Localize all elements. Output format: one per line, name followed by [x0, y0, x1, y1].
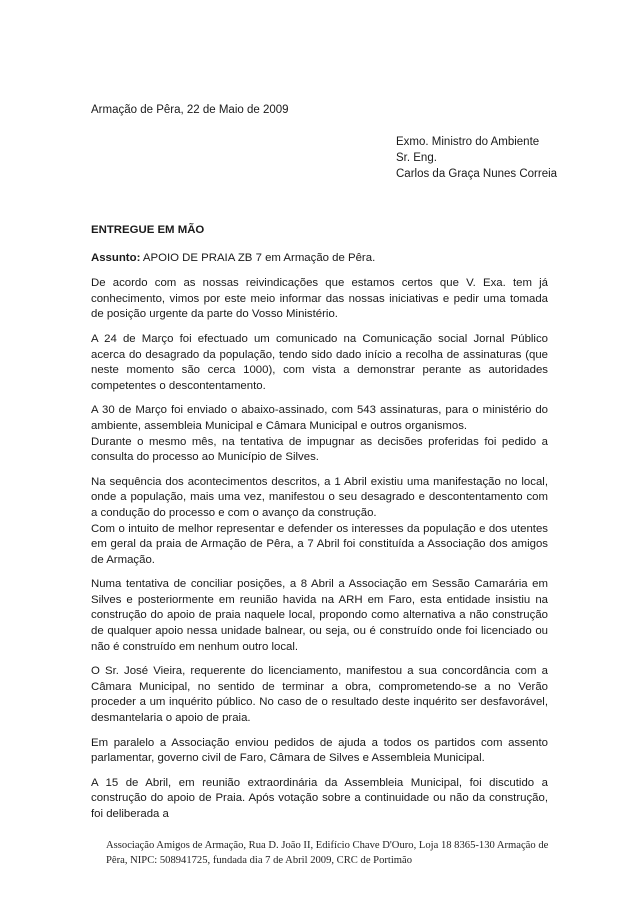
paragraph-text: Numa tentativa de conciliar posições, a 8 Abril a Associação em Sessão Camarária em Silves e posteriormente em reunião havida na ARH em Faro, esta entidade insistiu na construção do apoio de praia naquele local, propondo como alternativa a não construção de qualquer apoio nessa unidade balnear, ou seja, ou é construído onde foi licenciado ou não é construído em nenhum outro local.: [91, 578, 548, 653]
subject-line: [91, 251, 548, 267]
paragraph: [91, 276, 548, 323]
letter-heading: ENTREGUE EM MÃO: [91, 224, 205, 236]
paragraph-text: A 15 de Abril, em reunião extraordinária da Assembleia Municipal, foi discutido a construção do apoio de Praia. Após votação sobre a continuidade ou não da construção, foi deliberada a: [91, 776, 548, 820]
date-line: Armação de Pêra, 22 de Maio de 2009: [91, 104, 289, 116]
paragraph: [91, 664, 548, 726]
paragraph: [91, 776, 548, 823]
addressee-block: [396, 134, 557, 182]
paragraph-text: O Sr. José Vieira, requerente do licenciamento, manifestou a sua concordância com a Câmara Municipal, no sentido de terminar a obra, comprometendo-se a no Verão proceder a um inquérito público. No caso de o resultado deste inquérito ser desfavorável, desmantelaria o apoio de praia.: [91, 665, 548, 725]
paragraph: [91, 577, 548, 655]
subject-label: Assunto:: [91, 251, 141, 264]
paragraph-text: De acordo com as nossas reivindicações que estamos certos que V. Exa. tem já conhecimento, vimos por este meio informar das nossas iniciativas e pedir uma tomada de posição urgente da parte do Vosso Ministério.: [91, 277, 548, 321]
paragraph: [91, 332, 548, 394]
addressee-line: Sr. Eng.: [396, 152, 437, 164]
paragraph: [91, 403, 548, 465]
letter-body: [91, 223, 548, 832]
paragraph-text: Em paralelo a Associação enviou pedidos de ajuda a todos os partidos com assento parlamentar, governo civil de Faro, Câmara de Silves e Assembleia Municipal.: [91, 736, 548, 765]
addressee-line: Carlos da Graça Nunes Correia: [396, 168, 558, 180]
paragraph-text: Na sequência dos acontecimentos descritos, a 1 Abril existiu uma manifestação no local, onde a população, mais uma vez, manifestou o seu desagrado e descontentamento com a condução do processo e com o avanço da construção.: [91, 475, 548, 519]
subject-text: APOIO DE PRAIA ZB 7 em Armação de Pêra.: [140, 251, 376, 264]
paragraph-text: A 30 de Março foi enviado o abaixo-assinado, com 543 assinaturas, para o ministério do ambiente, assembleia Municipal e Câmara Municipal e outros organismos.: [91, 404, 548, 432]
paragraph-text: Durante o mesmo mês, na tentativa de impugnar as decisões proferidas foi pedido a consulta do processo ao Município de Silves.: [91, 435, 548, 464]
paragraph: [91, 736, 548, 767]
paragraph: [91, 475, 548, 569]
addressee-line: Exmo. Ministro do Ambiente: [396, 136, 540, 148]
paragraph-text: Com o intuito de melhor representar e defender os interesses da população e dos utentes em geral da praia de Armação de Pêra, a 7 Abril foi constituída a Associação dos amigos de Armação.: [91, 522, 548, 566]
paragraph-text: A 24 de Março foi efectuado um comunicado na Comunicação social Jornal Público acerca do desagrado da população, tendo sido dado início a recolha de assinaturas (que neste momento são cerca 1000), com vista a demonstrar perante as autoridades competentes o descontentamento.: [91, 332, 548, 392]
page-footer: Associação Amigos de Armação, Rua D. João II, Edifício Chave D'Ouro, Loja 18 8365-130 Armação de Pêra, NIPC: 508941725, fundada dia 7 de Abril 2009, CRC de Portimão: [106, 840, 549, 866]
